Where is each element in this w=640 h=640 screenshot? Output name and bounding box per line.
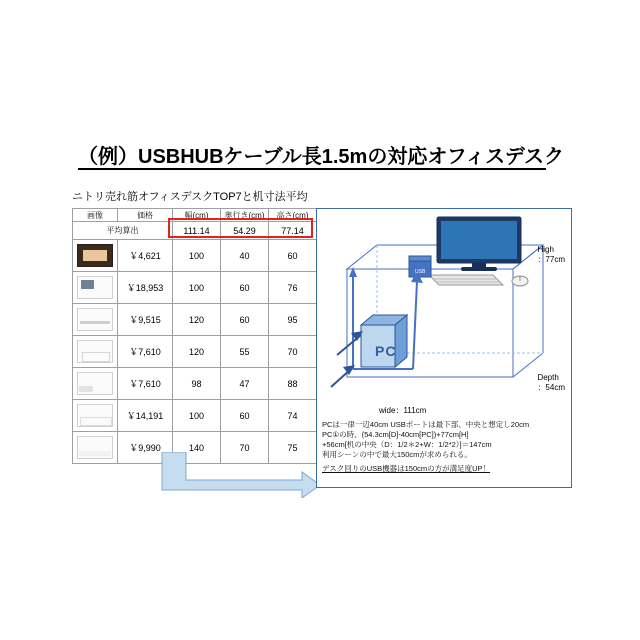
row-height: 88 (269, 368, 317, 400)
header-width: 幅(cm) (173, 209, 221, 222)
desk-diagram (317, 209, 571, 409)
row-thumbnail (73, 304, 118, 336)
row-width: 140 (173, 432, 221, 464)
row-depth: 40 (221, 240, 269, 272)
row-width: 100 (173, 400, 221, 432)
row-width: 100 (173, 272, 221, 304)
row-price: ￥7,610 (118, 336, 173, 368)
table-row (73, 240, 317, 272)
usb-hub-label: USB (415, 269, 426, 275)
row-height: 60 (269, 240, 317, 272)
table-row (73, 272, 317, 304)
row-price: ￥9,990 (118, 432, 173, 464)
row-height: 76 (269, 272, 317, 304)
row-depth: 70 (221, 432, 269, 464)
row-price: ￥9,515 (118, 304, 173, 336)
row-depth: 55 (221, 336, 269, 368)
depth-line-2: ：54cm (537, 383, 565, 393)
row-price: ￥4,621 (118, 240, 173, 272)
header-image: 画像 (73, 209, 118, 222)
row-thumbnail (73, 240, 118, 272)
row-price: ￥14,191 (118, 400, 173, 432)
row-width: 98 (173, 368, 221, 400)
average-label: 平均算出 (73, 222, 173, 240)
table-row-average (73, 222, 317, 240)
page-title: （例）USBHUBケーブル長1.5mの対応オフィスデスク (78, 146, 564, 168)
row-price: ￥7,610 (118, 368, 173, 400)
depth-line-1: Depth (537, 373, 559, 382)
row-depth: 60 (221, 400, 269, 432)
average-depth: 54.29 (221, 222, 269, 240)
average-width: 111.14 (173, 222, 221, 240)
row-thumbnail (73, 432, 118, 464)
row-depth: 60 (221, 272, 269, 304)
high-line-2: ：77cm (537, 255, 565, 265)
table-header-row (73, 209, 317, 222)
table-row (73, 400, 317, 432)
row-price: ￥18,953 (118, 272, 173, 304)
row-depth: 60 (221, 304, 269, 336)
desk-spec-table (72, 208, 317, 464)
row-width: 120 (173, 304, 221, 336)
note-line-4: 利用シーンの中で最大150cmが求められる。 (322, 450, 472, 460)
diagram-notes (322, 420, 568, 474)
row-thumbnail (73, 272, 118, 304)
header-depth: 奥行き(cm) (221, 209, 269, 222)
pc-label: PC (375, 343, 397, 359)
header-height: 高さ(cm) (269, 209, 317, 222)
high-dimension-label (537, 245, 565, 266)
row-height: 74 (269, 400, 317, 432)
wide-dimension-label: wide：111cm (379, 406, 427, 415)
row-height: 95 (269, 304, 317, 336)
row-width: 100 (173, 240, 221, 272)
table-row (73, 304, 317, 336)
note-line-3: +56cm[机の中央（D：1/2＊2+W：1/2*2）]＝147cm (322, 440, 492, 450)
title-underline (78, 168, 546, 170)
note-line-1: PCは一律一辺40cm USBポートは最下部、中央と想定し20cm (322, 420, 530, 429)
average-height: 77.14 (269, 222, 317, 240)
row-width: 120 (173, 336, 221, 368)
row-thumbnail (73, 400, 118, 432)
table-row (73, 336, 317, 368)
row-height: 70 (269, 336, 317, 368)
table-row (73, 368, 317, 400)
subtitle: ニトリ売れ筋オフィスデスクTOP7と机寸法平均 (72, 191, 308, 203)
note-line-2: PC①の時、(54.3cm[D]-40cm[PC])+77cm[H] (322, 430, 469, 440)
row-thumbnail (73, 368, 118, 400)
header-price: 価格 (118, 209, 173, 222)
flow-arrow (152, 452, 322, 503)
row-thumbnail (73, 336, 118, 368)
depth-dimension-label (537, 373, 565, 394)
row-depth: 47 (221, 368, 269, 400)
conclusion-text: デスク回りのUSB機器は150cmの方が満足度UP！ (322, 463, 491, 473)
row-height: 75 (269, 432, 317, 464)
high-line-1: High (537, 245, 554, 254)
